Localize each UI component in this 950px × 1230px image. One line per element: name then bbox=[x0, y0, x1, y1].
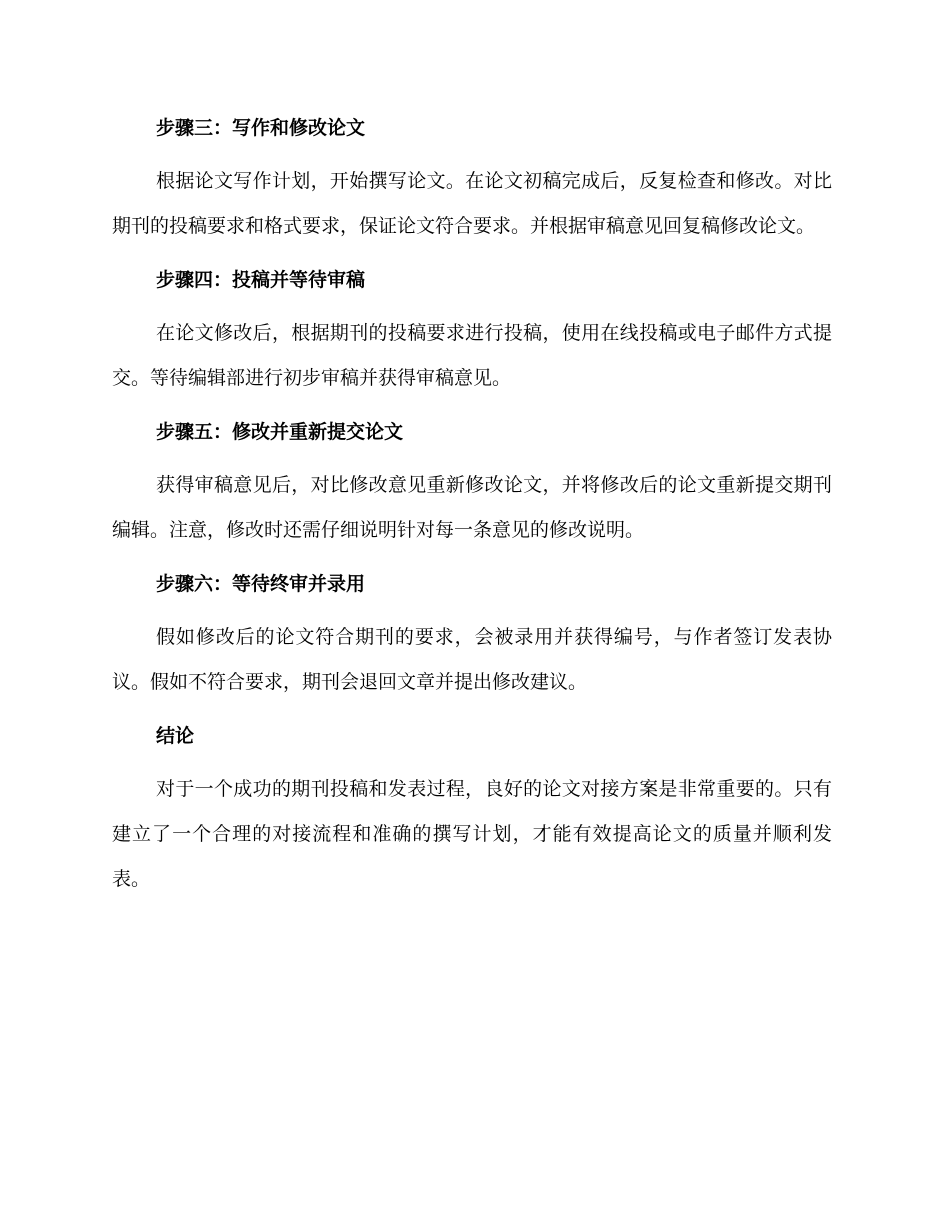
section-paragraph: 获得审稿意见后，对比修改意见重新修改论文，并将修改后的论文重新提交期刊编辑。注意，修改时还需仔细说明针对每一条意见的修改说明。 bbox=[112, 474, 832, 541]
section-heading: 步骤六：等待终审并录用 bbox=[156, 573, 366, 595]
section-heading: 步骤三：写作和修改论文 bbox=[156, 117, 366, 139]
section-paragraph: 在论文修改后，根据期刊的投稿要求进行投稿，使用在线投稿或电子邮件方式提交。等待编辑部进行初步审稿并获得审稿意见。 bbox=[112, 322, 832, 389]
section-heading: 步骤五：修改并重新提交论文 bbox=[156, 421, 404, 443]
section-heading: 步骤四：投稿并等待审稿 bbox=[156, 269, 366, 291]
section-step-5 bbox=[112, 414, 832, 553]
section-paragraph: 对于一个成功的期刊投稿和发表过程，良好的论文对接方案是非常重要的。只有建立了一个合理的对接流程和准确的撰写计划，才能有效提高论文的质量并顺利发表。 bbox=[112, 778, 832, 890]
section-step-4 bbox=[112, 262, 832, 401]
section-heading: 结论 bbox=[156, 725, 195, 747]
section-step-6 bbox=[112, 566, 832, 705]
section-conclusion bbox=[112, 718, 832, 902]
section-paragraph: 假如修改后的论文符合期刊的要求，会被录用并获得编号，与作者签订发表协议。假如不符合要求，期刊会退回文章并提出修改建议。 bbox=[112, 626, 832, 693]
section-paragraph: 根据论文写作计划，开始撰写论文。在论文初稿完成后，反复检查和修改。对比期刊的投稿要求和格式要求，保证论文符合要求。并根据审稿意见回复稿修改论文。 bbox=[112, 170, 832, 237]
document-page bbox=[112, 110, 832, 915]
section-step-3 bbox=[112, 110, 832, 249]
